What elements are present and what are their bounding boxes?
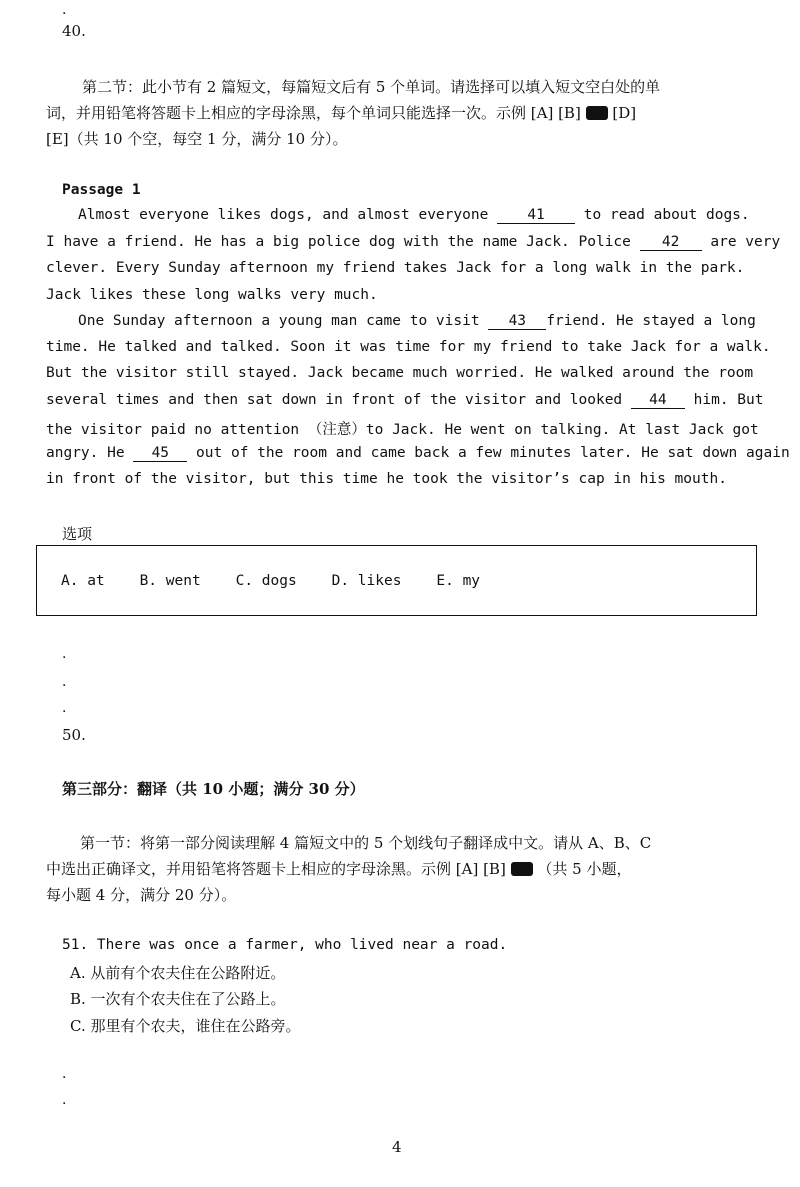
passage-line	[78, 313, 756, 330]
part3-line3: 每小题 4 分，满分 20 分）。	[46, 886, 237, 904]
filled-answer-mark	[586, 106, 608, 120]
passage-line: Jack likes these long walks very much.	[46, 287, 378, 303]
passage-text: friend. He stayed a long	[546, 313, 756, 329]
section2-line1: 第二节：此小节有 2 篇短文，每篇短文后有 5 个单词。请选择可以填入短文空白处的单	[82, 78, 661, 96]
passage-line	[46, 392, 763, 409]
passage-title: Passage 1	[62, 182, 141, 198]
dot-top: .	[62, 2, 67, 18]
passage-text: angry. He	[46, 445, 125, 461]
part3-line2-tail: （共 5 小题，	[537, 860, 632, 878]
passage-line	[78, 207, 750, 224]
section2-line2-text: 词，并用铅笔将答题卡上相应的字母涂黑，每个单词只能选择一次。示例 [A] [B]	[46, 104, 581, 122]
passage-text: are very	[710, 234, 781, 250]
question-51-option-a: A. 从前有个农夫住在公路附近。	[70, 964, 286, 982]
ellipsis-dot: ·	[62, 650, 67, 666]
passage-text: One Sunday afternoon a young man came to visit	[78, 313, 480, 329]
filled-answer-mark	[511, 862, 533, 876]
options-label: 选项	[62, 525, 93, 543]
ellipsis-dot: ·	[62, 1070, 67, 1086]
ellipsis-dot: ·	[62, 1096, 67, 1112]
passage-line: the visitor paid no attention （注意）to Jack. He went on talking. At last Jack got	[46, 422, 759, 438]
question-51-stem: 51. There was once a farmer, who lived near a road.	[62, 937, 508, 953]
blank-44: 44	[631, 392, 685, 409]
options-list: A. at B. went C. dogs D. likes E. my	[61, 573, 481, 589]
part3-line1: 第一节：将第一部分阅读理解 4 篇短文中的 5 个划线句子翻译成中文。请从 A、B、C	[80, 834, 652, 852]
part3-heading: 第三部分：翻译（共 10 小题；满分 30 分）	[62, 780, 365, 798]
passage-text: to read about dogs.	[583, 207, 750, 223]
part3-line2-text: 中选出正确译文，并用铅笔将答题卡上相应的字母涂黑。示例 [A] [B]	[46, 860, 506, 878]
ellipsis-dot: ·	[62, 704, 67, 720]
section2-line2-tail: [D]	[612, 104, 637, 122]
passage-line: time. He talked and talked. Soon it was time for my friend to take Jack for a walk.	[46, 339, 771, 355]
passage-line: clever. Every Sunday afternoon my friend takes Jack for a long walk in the park.	[46, 260, 745, 276]
blank-42: 42	[640, 234, 702, 251]
passage-line: But the visitor still stayed. Jack became much worried. He walked around the room	[46, 365, 754, 381]
passage-text: out of the room and came back a few minutes later. He sat down again	[196, 445, 790, 461]
passage-text: several times and then sat down in front of the visitor and looked	[46, 392, 623, 408]
section2-line2	[46, 102, 636, 123]
passage-line	[46, 234, 780, 251]
passage-line: in front of the visitor, but this time he took the visitor’s cap in his mouth.	[46, 471, 727, 487]
passage-text: Almost everyone likes dogs, and almost everyone	[78, 207, 489, 223]
passage-line	[46, 445, 790, 462]
blank-43: 43	[488, 313, 546, 330]
ellipsis-dot: ·	[62, 678, 67, 694]
question-51-option-b: B. 一次有个农夫住在了公路上。	[70, 990, 286, 1008]
section2-line3: [E]（共 10 个空，每空 1 分，满分 10 分）。	[46, 130, 348, 148]
blank-45: 45	[133, 445, 187, 462]
passage-text: I have a friend. He has a big police dog with the name Jack. Police	[46, 234, 631, 250]
page-number: 4	[392, 1138, 402, 1156]
options-box	[36, 545, 757, 616]
blank-41: 41	[497, 207, 575, 224]
question-50: 50.	[62, 726, 86, 744]
question-51-option-c: C. 那里有个农夫，谁住在公路旁。	[70, 1017, 301, 1035]
question-40: 40.	[62, 22, 86, 40]
passage-text: him. But	[693, 392, 764, 408]
part3-line2	[46, 858, 631, 879]
